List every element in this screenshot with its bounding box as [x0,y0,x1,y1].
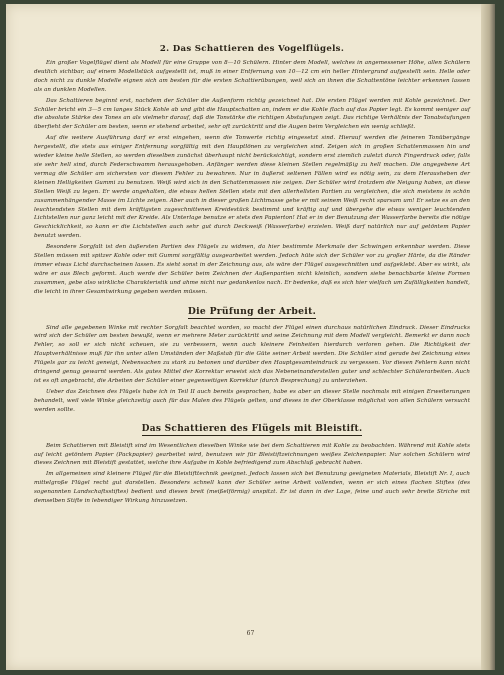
page-text [34,44,470,508]
paragraph: Beim Schattieren mit Bleistift sind im Wesentlichen dieselben Winke wie bei dem Schattieren mit Kohle zu beobachten. Während mit Kohle stets auf leicht getöntem Papier (Packpapier) gearbeitet wird, benutzen wir für Bleistiftzeichnungen weißes Zeichenpapier. Nur solchen Schülern wird dieses Zeichnen mit Bleistift gestattet, welche ihre Aufgabe in Kohle befriedigend zum Abschluß gebracht haben. [34,442,470,467]
heading-pruefung [34,306,470,317]
paragraph: Auf die weitere Ausführung darf er erst eingehen, wenn die Tonwerte richtig eingesetzt sind. Hierauf werden die feineren Tonübergänge hergestellt, die stets aus einiger Entfernung sorgfältig mit den Hauptlönen zu vergleichen sind. Zeigen sich in großen Schattenmassen hin und wieder kleine helle Stellen, so werden dieselben zunächst überhaupt nicht berücksichtigt, sondern erst ziemlich zuletzt durch Fingerdruck oder, falls sie sehr hell sind, durch Federschwamm herausgehoben. Anfänger werden diese kleinen Stellen regelmäßig zu hell machen. Die angegebene Art vermag die Schüler am sichersten vor diesem Fehler zu bewahren. Nur in äußerst seltenen Fällen wird es nötig sein, zu dem Herausheben der kleinen Helligkeiten Gummi zu benutzen. Weiß wird sich in den Schattenmassen nie zeigen. Der Schüler wird trotzdem die Neigung haben, an diese Stellen Weiß zu legen. Er werde angehalten, die etwas hellen Stellen stets mit den allerhellsten Partien zu vergleichen, die sich meistens in schön zusammenhängender Masse im Lichte zeigen. Aber auch in dieser großen Lichtmasse gehe er mit seinem Weiß recht sparsam um! Er setze es an den leuchtendsten Stellen mit dem kräftigsten zugeschnittenen Kreidestück bestimmt und kräftig auf und übergehe die etwas weniger leuchtenden Lichtstellen nur ganz leicht mit der Kreide. Als Unterlage benutze er stets den Papierton! Hat er in der Benutzung der Wasserfarbe bereits die nötige Geschicklichkeit, so kann er die Lichtstellen auch sehr gut durch Deckweiß (Wasserfarbe) erzielen. Weiß darf natürlich nur auf getöntem Papier benutzt werden. [34,135,470,240]
heading-bleistift-text: Das Schattieren des Flügels mit Bleistift. [141,423,363,434]
book-binding-edge [481,4,495,670]
section-vogelfluegel [34,59,470,297]
paragraph: Das Schattieren beginnt erst, nachdem der Schüler die Außenform richtig gezeichnet hat. Die ersten Flügel werden mit Kohle gezeichnet. Der Schüler bricht ein 3—5 cm langes Stück Kohle ab und gibt die Hauptschatten an, indem er die Kohle flach auf das Papier legt. Es kommt weniger auf die absolute Stärke des Tones an als vielmehr darauf, daß die Tonstärke die richtigen Abstufungen zeigt. Das richtige Verhältnis der Tonabstufungen überfieht der Schüler am besten, wenn er stehend arbeitet, sehr oft zurücktritt und die Augen beim Vergleichen ein wenig schließt. [34,97,470,131]
paragraph: Ueber das Zeichnen des Flügels habe ich in Teil II auch bereits gesprochen, habe es aber an dieser Stelle nochmals mit einigen Erweiterungen behandelt, weil viele Winke gleichzeitig auch für das Malen des Flügels gelten, und dieses in der Oberklasse möglichst von allen Schülern versucht werden sollte. [34,388,470,413]
paragraph: Sind alle gegebenen Winke mit rechter Sorgfalt beachtet worden, so macht der Flügel einen durchaus natürlichen Eindruck. Dieser Eindrucks wird sich der Schüler am besten bewußt, wenn er mehrere Meter zurücktritt und seine Zeichnung mit dem Modell vergleicht. Bemerkt er dann noch Fehler, so soll er sich nicht scheuen, sie zu verbessern, wenn auch kleinere Feinheiten hierdurch verloren gehen. Die Richtigkeit der Hauptverhältnisse muß für ihn unter allen Umständen der Maßstab für die Güte seiner Arbeit werden. Die Schüler sind gerade bei Zeichnung eines Flügels gar zu leicht geneigt, Nebensachen zu stark zu betonen und darüber den Hauptgesamteindruck zu vergessen. Vor diesen Fehlern kann nicht dringend genug gewarnt werden. Als gutes Mittel der Korrektur erweist sich das Nebeneinanderstellen guter und schlechter Schülerarbeiten. Auch ist es oft angebracht, die Arbeiten der Schüler einer gegenseitigen Korrektur (durch Besprechung) zu unterziehen. [34,324,470,384]
paragraph: Im allgemeinen sind kleinere Flügel für die Bleistifttechnik geeignet. Jedoch lassen sich bei Benutzung geeigneten Materials, Bleistift Nr. I, auch mittelgroße Flügel recht gut darstellen. Besonders schnell kann der Schüler seine Arbeit vollenden, wenn er sich eines flachen Stiftes (des sogenannten Landschaftsstiftes) bedient und diesen breit (meißelförmig) anspitzt. Er ist dann in der Lage, feine und auch sehr breite Striche mit demselben Stifte in lebendiger Wirkung hinzusetzen. [34,471,470,505]
heading-bleistift [34,424,470,435]
heading-vogelfluegel: 2. Das Schattieren des Vogelflügels. [159,44,345,54]
paragraph: Besondere Sorgfalt ist den äußersten Partien des Flügels zu widmen, da hier bestimmte Merkmale der Schwingen erkennbar werden. Diese Stellen müssen mit spitzer Kohle oder mit Gummi sorgfältig ausgearbeitet werden. Jedoch hüte sich der Schüler vor zu großer Härte, da die Ränder immer etwas Licht durchscheinen lassen. Es sieht sonst in der Zeichnung aus, als wäre der Flügel ausgeschnitten und aufgeklebt. Aber es wirkt, als wäre er aus Blech geformt. Auch werde der Schüler beim Zeichnen der Außenpartien nicht kleinlich, sondern siehe benachbarte kleine Formen zusammen, gebe also wirkliche Charakteristik und ahme nicht nur gedankenlos nach. Er bedenke, daß es sich hier vielfach um Zufälligkeiten handelt, die leicht in ihrer Gesamtwirkung gegeben werden müssen. [34,244,470,295]
page-number: 67 [246,630,255,637]
book-page [6,4,495,670]
paragraph: Ein großer Vogelflügel dient als Modell für eine Gruppe von 8—10 Schülern. Hinter dem Modell, welches in angemessener Höhe, allen Schülern deutlich sichtbar, auf einem Modellstück aufgestellt ist, muß in einer Entfernung von 10—12 cm ein heller Hintergrund aufgestellt sein. Helle oder doch nicht zu dunkle Modelle eignen sich am besten für die ersten Schattierübungen, weil sich an ihnen die Schattentöne leichter erkennen lassen als an dunklen Modellen. [34,60,470,93]
heading-pruefung-text: Die Prüfung der Arbeit. [187,305,317,317]
section-bleistift [34,442,470,506]
section-pruefung [34,324,470,415]
